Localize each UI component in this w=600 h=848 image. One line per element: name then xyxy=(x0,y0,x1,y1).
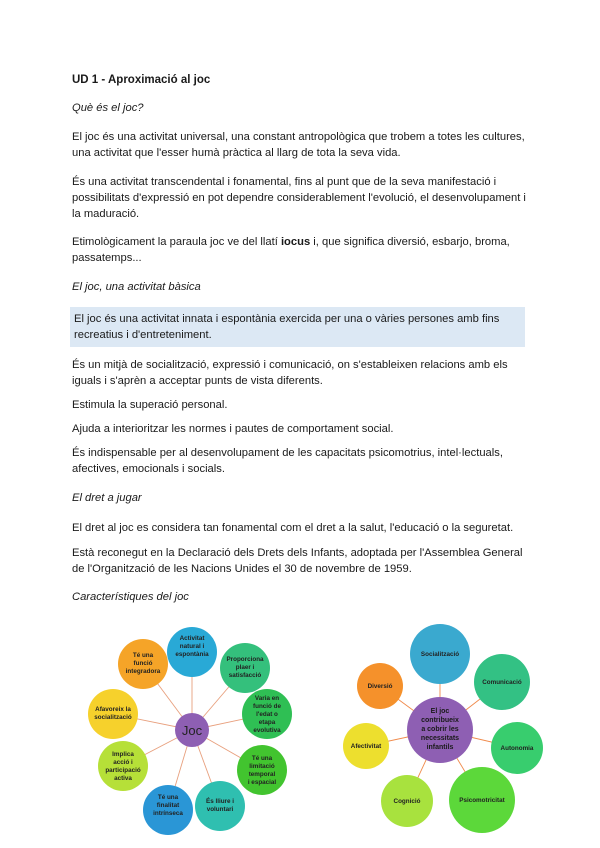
svg-text:funció: funció xyxy=(133,660,153,667)
svg-text:acció i: acció i xyxy=(113,759,133,766)
node-varies-age xyxy=(242,689,292,739)
definition-line-2: recreatius i d'entreteniment. xyxy=(74,329,212,341)
svg-text:Té una: Té una xyxy=(157,794,179,801)
node-pleasure-satisfaction xyxy=(220,643,270,693)
svg-text:activa: activa xyxy=(114,775,132,782)
node-socialitzacio xyxy=(410,624,470,684)
node-afectivitat xyxy=(343,723,389,769)
svg-text:Autonomia: Autonomia xyxy=(500,745,534,752)
paragraph-socialization-1: És un mitjà de socialització, expressió i comunicació, on s'estableixen relacions amb els xyxy=(72,359,508,371)
svg-text:Afectivitat: Afectivitat xyxy=(350,743,382,750)
svg-text:Té una: Té una xyxy=(132,652,154,659)
etymology-post: i, que significa diversió, esbarjo, broma, xyxy=(310,236,510,248)
paragraph-socialization-2: iguals i s'aprèn a acceptar punts de vista diferents. xyxy=(72,375,323,387)
paragraph-universal-1: El joc és una activitat universal, una constant antropològica que trobem a totes les cultures, xyxy=(72,131,525,143)
etymology-word: iocus xyxy=(280,236,311,248)
paragraph-etymology-2: passatemps... xyxy=(72,252,142,264)
diagram-center-joc xyxy=(175,713,209,747)
node-natural-spontaneous xyxy=(167,627,217,677)
svg-text:Implica: Implica xyxy=(112,751,134,758)
definition-line-1: El joc és una activitat innata i espontània exercida per una o vàries persones amb fins xyxy=(74,313,500,325)
paragraph-transcendental-1: És una activitat transcendental i fonamental, fins al punt que de la seva manifestació i xyxy=(72,176,497,188)
diagram-needs xyxy=(343,624,543,833)
svg-text:Proporciona: Proporciona xyxy=(226,656,264,663)
svg-text:És lliure i: És lliure i xyxy=(206,798,234,805)
node-autonomia xyxy=(491,722,543,774)
section-heading-what-is-play: Què és el joc? xyxy=(72,102,144,114)
svg-text:espontània: espontània xyxy=(175,651,209,658)
node-diversio xyxy=(357,663,403,709)
svg-text:contribueix: contribueix xyxy=(421,717,459,724)
node-comunicacio xyxy=(474,654,530,710)
paragraph-development-1: És indispensable per al desenvolupament de les capacitats psicomotrius, intel·lectuals, xyxy=(72,447,503,459)
paragraph-development-2: afectives, emocionals i socials. xyxy=(72,463,225,475)
diagram-characteristics xyxy=(88,627,292,835)
svg-text:Diversió: Diversió xyxy=(367,683,393,690)
section-heading-characteristics: Característiques del joc xyxy=(72,591,189,603)
svg-text:satisfacció: satisfacció xyxy=(228,672,262,679)
svg-text:Psicomotricitat: Psicomotricitat xyxy=(459,797,505,804)
svg-text:a cobrir les: a cobrir les xyxy=(421,726,459,733)
paragraph-norms: Ajuda a interioritzar les normes i pautes de comportament social. xyxy=(72,423,394,435)
node-cognicio xyxy=(381,775,433,827)
svg-text:Socialització: Socialització xyxy=(420,651,460,658)
paragraph-declaration-2: de l'Organització de les Nacions Unides el 30 de novembre de 1959. xyxy=(72,563,412,575)
svg-text:integradora: integradora xyxy=(125,668,161,675)
node-time-space-limit xyxy=(237,745,287,795)
svg-text:evolutiva: evolutiva xyxy=(253,727,281,734)
node-intrinsic-purpose xyxy=(143,785,193,835)
etymology-pre: Etimològicament la paraula joc ve del llatí xyxy=(72,236,281,248)
svg-text:finalitat: finalitat xyxy=(156,802,180,809)
svg-text:El joc: El joc xyxy=(430,708,450,715)
node-psicomotricitat xyxy=(449,767,515,833)
svg-text:l'edat o: l'edat o xyxy=(256,711,278,718)
svg-text:funció de: funció de xyxy=(253,703,281,710)
svg-text:etapa: etapa xyxy=(258,719,276,726)
svg-text:Cognició: Cognició xyxy=(393,798,421,805)
paragraph-self-improvement: Estimula la superació personal. xyxy=(72,399,228,411)
svg-text:Comunicació: Comunicació xyxy=(482,679,522,686)
svg-text:intrínseca: intrínseca xyxy=(153,810,183,817)
svg-text:socialització: socialització xyxy=(94,714,132,721)
paragraph-transcendental-2: possibilitats d'expressió en pot dependre considerablement l'evolució, el desenvolupament i xyxy=(72,192,526,204)
svg-text:voluntari: voluntari xyxy=(206,806,234,813)
diagram-center-needs xyxy=(407,697,473,763)
svg-text:plaer i: plaer i xyxy=(235,664,255,671)
svg-text:infantils: infantils xyxy=(426,744,454,751)
node-integrative xyxy=(118,639,168,689)
paragraph-transcendental-3: la maduració. xyxy=(72,208,140,220)
paragraph-right-fundamental: El dret al joc es considera tan fonamental com el dret a la salut, l'educació o la seguretat. xyxy=(72,522,514,534)
svg-text:i espacial: i espacial xyxy=(247,779,277,786)
svg-text:Afavoreix la: Afavoreix la xyxy=(95,706,131,713)
svg-text:natural i: natural i xyxy=(179,643,205,650)
unit-title: UD 1 - Aproximació al joc xyxy=(72,74,211,86)
svg-text:temporal: temporal xyxy=(248,771,276,778)
paragraph-universal-2: una activitat que l'esser humà pràctica al llarg de tota la seva vida. xyxy=(72,147,401,159)
section-heading-basic-activity: El joc, una activitat bàsica xyxy=(72,281,201,293)
section-heading-right-to-play: El dret a jugar xyxy=(72,492,142,504)
svg-text:participació: participació xyxy=(105,767,141,774)
paragraph-declaration-1: Està reconegut en la Declaració dels Drets dels Infants, adoptada per l'Assemblea General xyxy=(72,547,523,559)
svg-text:Té una: Té una xyxy=(251,755,273,762)
svg-text:Activitat: Activitat xyxy=(179,635,205,642)
node-socialization xyxy=(88,689,138,739)
svg-text:limitació: limitació xyxy=(249,763,275,770)
svg-text:Joc: Joc xyxy=(181,723,203,738)
svg-text:Varia en: Varia en xyxy=(254,695,280,702)
svg-text:necessitats: necessitats xyxy=(420,735,460,742)
node-active-participation xyxy=(98,741,148,791)
node-free-voluntary xyxy=(195,781,245,831)
